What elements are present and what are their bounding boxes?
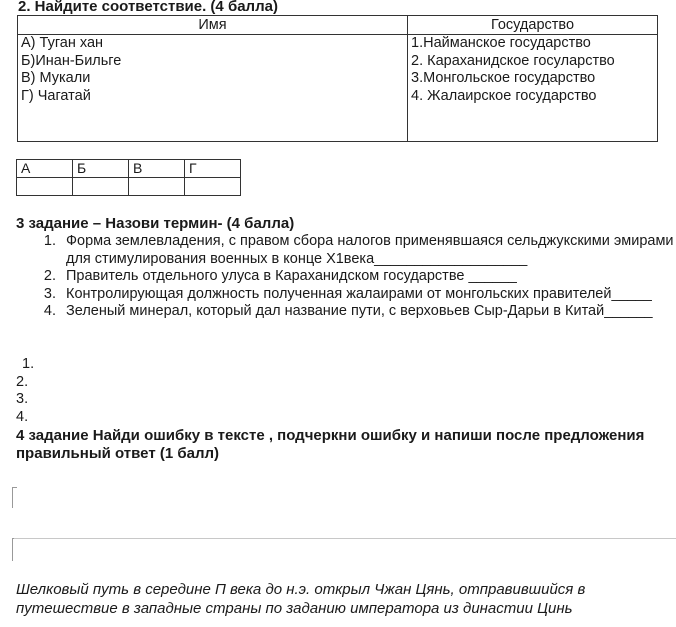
answer-header-g: Г bbox=[185, 160, 241, 178]
q3-item: 1. Форма землевладения, с правом сбора налогов применявшаяся сельджукскими эмирами для стимулирования военных в конце Х1века___________________ bbox=[60, 233, 676, 268]
name-item: А) Туган хан bbox=[21, 35, 104, 51]
answer-cell[interactable] bbox=[17, 178, 73, 196]
name-item: Б)Инан-Бильге bbox=[21, 52, 122, 69]
col-name-header: Имя bbox=[18, 16, 408, 35]
col-state-header: Государство bbox=[408, 16, 658, 35]
q4-text: Шелковый путь в середине П века до н.э. открыл Чжан Цянь, отправившийся в путешествие в западные страны по заданию императора из династии Цинь bbox=[16, 581, 586, 617]
matching-table bbox=[17, 15, 658, 142]
names-cell bbox=[18, 35, 408, 142]
q3-item: 2. Правитель отдельного улуса в Караханидском государстве ______ bbox=[60, 268, 676, 286]
answer-number: 4. bbox=[16, 408, 29, 425]
q2-title: 2. Найдите соответствие. (4 балла) bbox=[18, 0, 278, 15]
state-item: 4. Жалаирское государство bbox=[411, 87, 597, 104]
left-bracket-mark bbox=[12, 538, 17, 561]
q4-title: 4 задание Найди ошибку в тексте , подчеркни ошибку и напиши после предложения правильный ответ (1 балл) bbox=[16, 427, 645, 462]
state-item: 1.Найманское государство bbox=[411, 35, 591, 51]
name-item: В) Мукали bbox=[21, 70, 91, 86]
states-cell bbox=[408, 35, 658, 142]
q3-answer-numbers bbox=[16, 356, 34, 426]
q3-title: 3 задание – Назови термин- (4 балла) bbox=[16, 215, 295, 232]
answer-number: 1. bbox=[22, 356, 35, 372]
answer-header-b: Б bbox=[73, 160, 129, 178]
left-bracket-mark bbox=[12, 487, 17, 508]
answer-header-v: В bbox=[129, 160, 185, 178]
name-item: Г) Чагатай bbox=[21, 87, 91, 104]
answer-header-a: А bbox=[17, 160, 73, 178]
answer-cell[interactable] bbox=[73, 178, 129, 196]
answer-number: 3. bbox=[16, 391, 29, 407]
q3-item: 4. Зеленый минерал, который дал название пути, с верховьев Сыр-Дарьи в Китай______ bbox=[60, 303, 676, 321]
divider-line bbox=[14, 538, 676, 539]
q3-list bbox=[24, 233, 676, 321]
answer-number: 2. bbox=[16, 373, 29, 390]
state-item: 3.Монгольское государство bbox=[411, 70, 596, 86]
answer-cell[interactable] bbox=[185, 178, 241, 196]
answer-grid bbox=[16, 159, 241, 196]
answer-cell[interactable] bbox=[129, 178, 185, 196]
state-item: 2. Караханидское госуларство bbox=[411, 52, 615, 69]
q3-item: 3. Контролирующая должность полученная жалаирами от монгольских правителей_____ bbox=[60, 286, 676, 304]
